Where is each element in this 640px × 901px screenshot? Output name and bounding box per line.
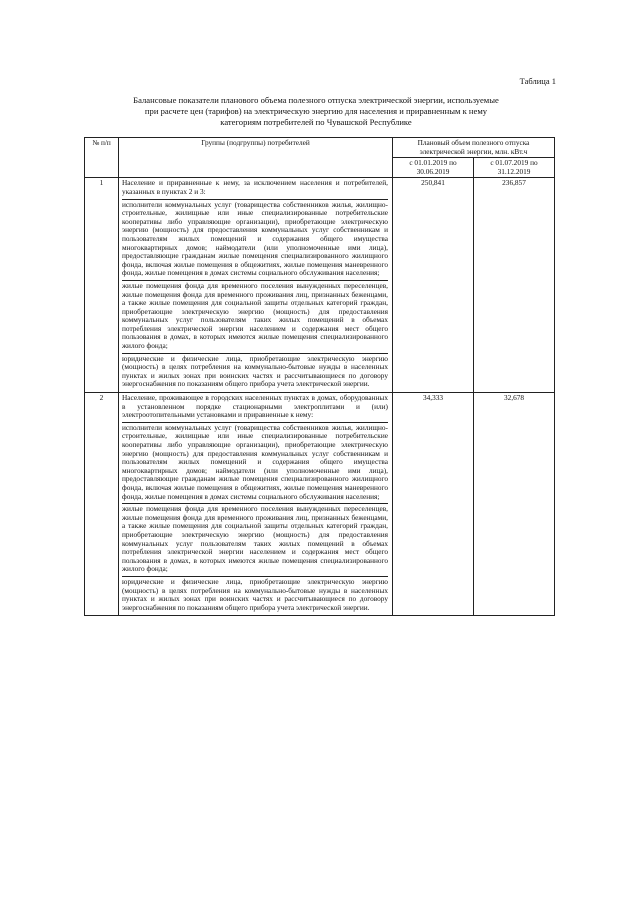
group-paragraph: юридические и физические лица, приобретающие электрическую энергию (мощность) в целях потребления на коммунально-бытовые нужды в населенных пунктах и жилых зонах при воинских частях и рассчитывающиеся по договору энергоснабжения по показаниям общего прибора учета электрической энергии. (122, 353, 388, 391)
consumer-group-cell (119, 178, 393, 393)
row-number: 1 (85, 178, 119, 393)
table-number-label: Таблица 1 (519, 76, 556, 86)
document-title: Балансовые показатели планового объема полезного отпуска электрической энергии, используемые при расчете цен (тарифов) на электрическую энергию для населения и приравненным к нему категориям потребителей по Чувашской Республике (133, 95, 499, 127)
col-header-groups: Группы (подгруппы) потребителей (119, 138, 393, 178)
group-paragraph: юридические и физические лица, приобретающие электрическую энергию (мощность) в целях потребления на коммунально-бытовые нужды в населенных пунктах и жилых зонах при воинских частях и рассчитывающиеся по договору энергоснабжения по показаниям общего прибора учета электрической энергии. (122, 576, 388, 614)
consumer-group-cell (119, 393, 393, 616)
group-paragraph: жилые помещения фонда для временного поселения вынужденных переселенцев, жилые помещения фонда для временного проживания лиц, признанных беженцами, а также жилые помещения для социальной защиты отдельных категорий граждан, приобретающие электрическую энергию (мощность) для предоставления коммунальных услуг пользователям таких жилых помещений в объемах потребления электрической энергии населением и содержания мест общего пользования в домах, в которых имеются жилые помещения специализированного жилого фонда; (122, 280, 388, 353)
group-paragraph: исполнители коммунальных услуг (товарищества собственников жилья, жилищно-строительные, жилищные или иные специализированные потребительские кооперативы либо управляющие организации), приобретающие электрическую энергию (мощность) для предоставления коммунальных услуг собственникам и пользователям жилых помещений и содержания общего имущества многоквартирных домов; наймодатели (или уполномоченные ими лица), предоставляющие гражданам жилые помещения специализированного жилищного фонда, включая жилые помещения в общежитиях, жилые помещения маневренного фонда, жилые помещения в домах системы социального обслуживания населения; (122, 422, 388, 503)
col-header-num: № п/п (85, 138, 119, 178)
volume-value-period-2: 32,678 (474, 393, 555, 616)
volume-value-period-1: 250,841 (393, 178, 474, 393)
group-paragraph: жилые помещения фонда для временного поселения вынужденных переселенцев, жилые помещения фонда для временного проживания лиц, признанных беженцами, а также жилые помещения для социальной защиты отдельных категорий граждан, приобретающие электрическую энергию (мощность) для предоставления коммунальных услуг пользователям таких жилых помещений в объемах потребления электрической энергии населением и содержания мест общего пользования в домах, в которых имеются жилые помещения специализированного жилого фонда; (122, 503, 388, 576)
table-row (85, 393, 555, 616)
balance-table (84, 137, 555, 616)
table-row (85, 178, 555, 393)
group-paragraph: Население, проживающее в городских населенных пунктах в домах, оборудованных в установленном порядке стационарными электроплитами и (или) электроотопительными установками и приравненные к нему: (122, 393, 388, 420)
group-paragraph: Население и приравненные к нему, за исключением населения и потребителей, указанных в пунктах 2 и 3: (122, 178, 388, 196)
col-header-period-2: с 01.07.2019 по 31.12.2019 (474, 158, 555, 178)
volume-value-period-1: 34,333 (393, 393, 474, 616)
header-row (85, 138, 555, 158)
col-header-volume: Плановый объем полезного отпуска электрической энергии, млн. кВт.ч (393, 138, 555, 158)
volume-value-period-2: 236,857 (474, 178, 555, 393)
row-number: 2 (85, 393, 119, 616)
col-header-period-1: с 01.01.2019 по 30.06.2019 (393, 158, 474, 178)
group-paragraph: исполнители коммунальных услуг (товарищества собственников жилья, жилищно-строительные, жилищные или иные специализированные потребительские кооперативы либо управляющие организации), приобретающие электрическую энергию (мощность) для предоставления коммунальных услуг собственникам и пользователям жилых помещений и содержания общего имущества многоквартирных домов; наймодатели (или уполномоченные ими лица), предоставляющие гражданам жилые помещения специализированного жилищного фонда, включая жилые помещения в общежитиях, жилые помещения маневренного фонда, жилые помещения в домах системы социального обслуживания населения; (122, 199, 388, 280)
